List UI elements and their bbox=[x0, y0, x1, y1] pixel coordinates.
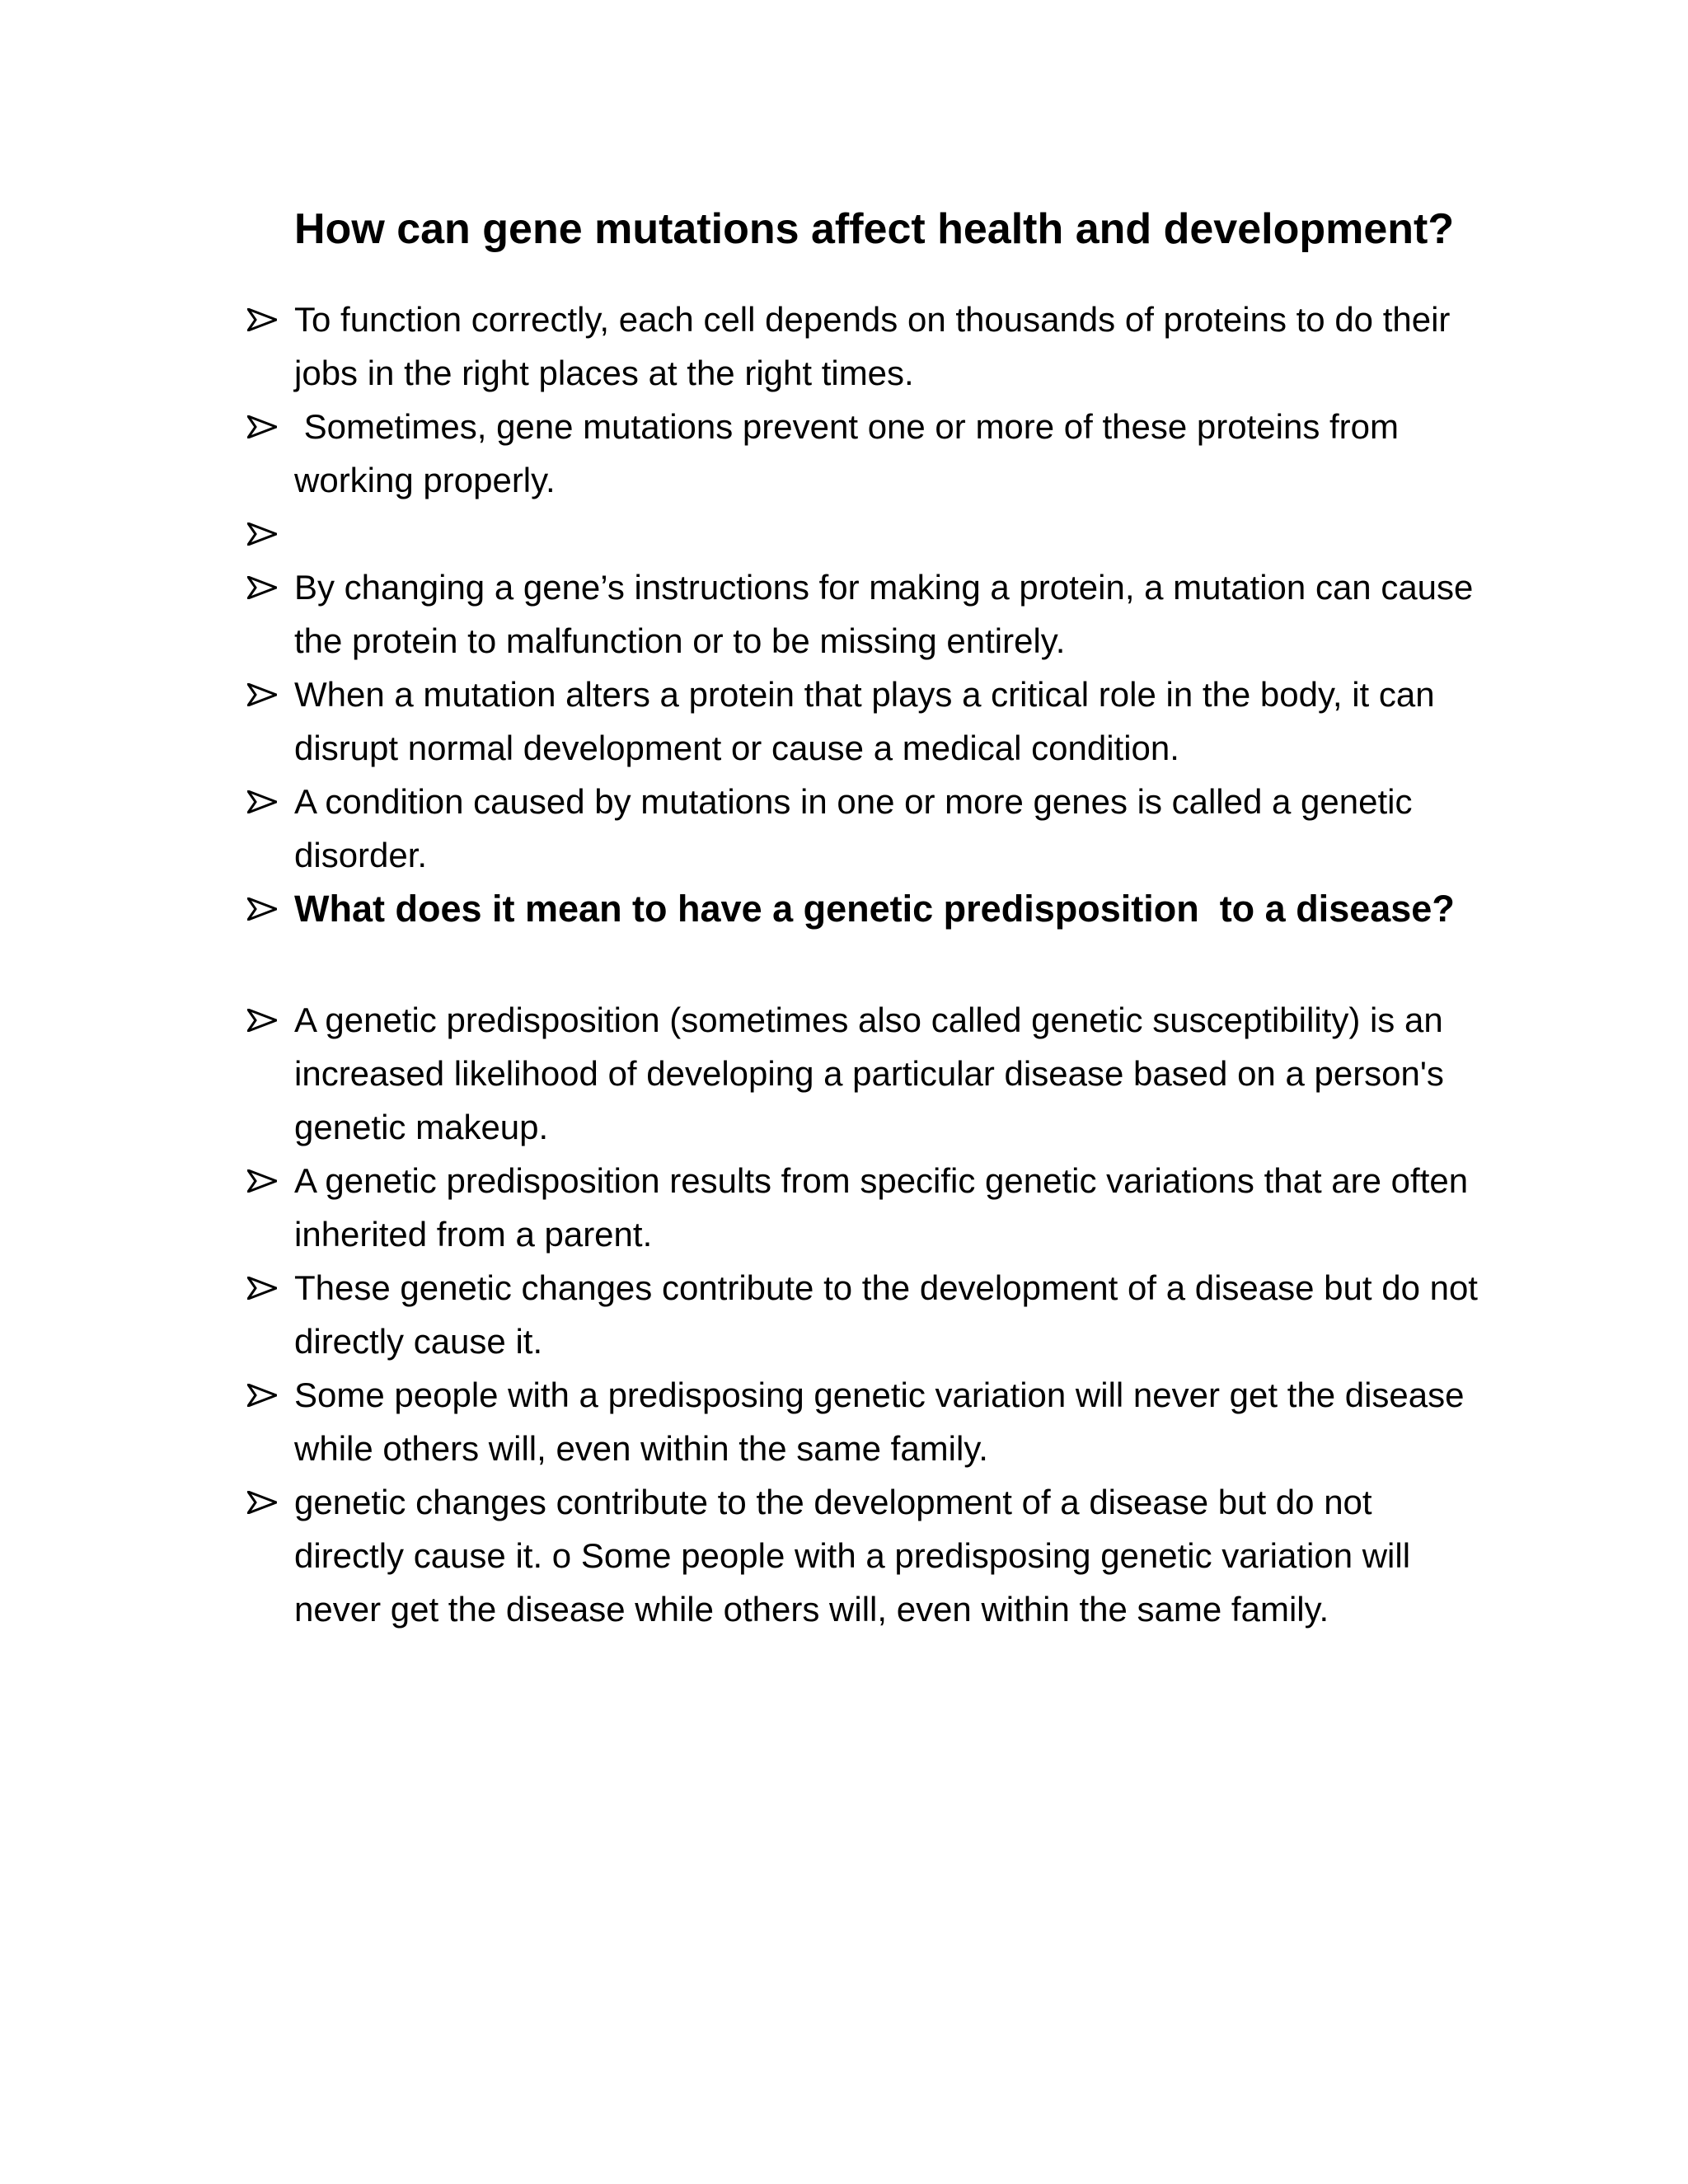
list-item-text: A genetic predisposition results from specific genetic variations that are often inherited from a parent. bbox=[294, 1161, 1469, 1254]
list-item-text: Some people with a predisposing genetic variation will never get the disease while others will, even within the same family. bbox=[294, 1376, 1465, 1468]
arrowhead-bullet-icon bbox=[247, 308, 277, 331]
arrowhead-bullet-icon bbox=[247, 1169, 277, 1193]
list-item bbox=[247, 775, 1484, 882]
arrowhead-bullet-icon bbox=[247, 1491, 277, 1514]
list-item-text: To function correctly, each cell depends on thousands of proteins to do their jobs in the right places at the right times. bbox=[294, 300, 1451, 392]
section-subheading bbox=[247, 882, 1484, 935]
arrowhead-bullet-icon bbox=[247, 415, 277, 438]
arrowhead-bullet-icon bbox=[247, 1384, 277, 1407]
list-item bbox=[247, 1475, 1484, 1636]
predisposition-list bbox=[247, 993, 1484, 1636]
arrowhead-bullet-icon bbox=[247, 790, 277, 813]
list-item bbox=[247, 293, 1484, 400]
list-item bbox=[247, 668, 1484, 775]
list-item bbox=[247, 1261, 1484, 1368]
list-item bbox=[247, 1154, 1484, 1261]
list-item bbox=[247, 400, 1484, 507]
list-item-text: genetic changes contribute to the development of a disease but do not directly cause it. o Some people with a predisposing genetic variation will never get the disease while others will, even within the same family. bbox=[294, 1483, 1411, 1629]
list-item-text: A genetic predisposition (sometimes also called genetic susceptibility) is an increased likelihood of developing a particular disease based on a person's genetic makeup. bbox=[294, 1001, 1444, 1146]
list-item-text: Sometimes, gene mutations prevent one or more of these proteins from working properly. bbox=[294, 407, 1409, 499]
arrowhead-bullet-icon bbox=[247, 898, 277, 921]
list-item-text: When a mutation alters a protein that plays a critical role in the body, it can disrupt normal development or cause a medical condition. bbox=[294, 675, 1435, 767]
arrowhead-bullet-icon bbox=[247, 1009, 277, 1032]
list-item bbox=[247, 1368, 1484, 1475]
list-item-empty bbox=[247, 507, 1484, 560]
list-item-text: A condition caused by mutations in one or more genes is called a genetic disorder. bbox=[294, 782, 1413, 874]
list-item-text: By changing a gene’s instructions for making a protein, a mutation can cause the protein to malfunction or to be missing entirely. bbox=[294, 568, 1474, 660]
mutation-effects-list bbox=[247, 293, 1484, 935]
arrowhead-bullet-icon bbox=[247, 576, 277, 599]
arrowhead-bullet-icon bbox=[247, 683, 277, 706]
arrowhead-bullet-icon bbox=[247, 523, 277, 546]
page-title: How can gene mutations affect health and development? bbox=[294, 205, 1455, 253]
subheading-text: What does it mean to have a genetic predisposition to a disease? bbox=[294, 888, 1455, 930]
list-item-text: These genetic changes contribute to the development of a disease but do not directly cause it. bbox=[294, 1268, 1478, 1361]
arrowhead-bullet-icon bbox=[247, 1277, 277, 1300]
list-item bbox=[247, 993, 1484, 1154]
list-item bbox=[247, 560, 1484, 668]
